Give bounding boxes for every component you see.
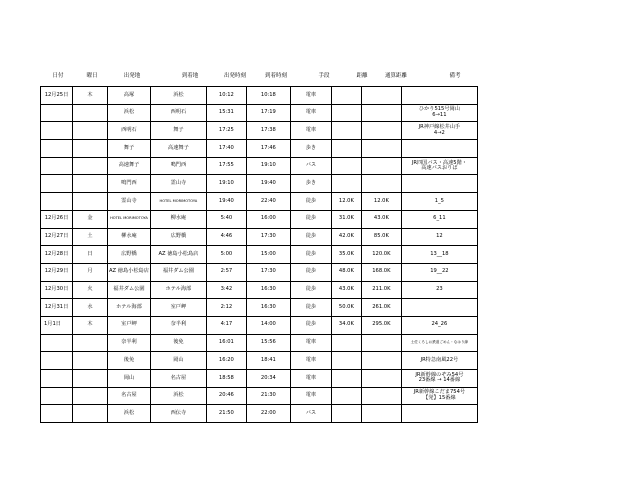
arrival-place-cell[interactable]: AZ 徳島小松島店 <box>150 246 206 264</box>
departure-place-cell[interactable]: 後免 <box>108 352 151 370</box>
distance-cell[interactable] <box>331 140 361 158</box>
departure-place-cell[interactable]: 浜松 <box>108 104 151 122</box>
transport-cell[interactable]: 電車 <box>290 87 331 105</box>
cumulative-distance-cell[interactable]: 168.0K <box>361 263 401 281</box>
departure-place-cell[interactable]: 岡山 <box>108 370 151 388</box>
date-cell[interactable]: 12月30日 <box>41 281 73 299</box>
distance-cell[interactable]: 12.0K <box>331 193 361 211</box>
departure-time-cell[interactable]: 19:10 <box>206 175 246 193</box>
departure-time-cell[interactable]: 17:40 <box>206 140 246 158</box>
departure-time-cell[interactable]: 5:40 <box>206 210 246 228</box>
table-row <box>41 334 478 352</box>
departure-time-cell[interactable]: 2:57 <box>206 263 246 281</box>
note-cell[interactable]: 1_5 <box>401 193 477 211</box>
table-row <box>41 140 478 158</box>
table-row <box>41 316 478 334</box>
departure-place-cell[interactable]: 福井ダム公園 <box>108 281 151 299</box>
arrival-place-cell[interactable]: ホテル海部 <box>150 281 206 299</box>
weekday-cell[interactable] <box>73 334 108 352</box>
arrival-time-cell[interactable]: 17:19 <box>246 104 290 122</box>
arrival-place-cell[interactable]: 浜松 <box>150 87 206 105</box>
arrival-place-cell[interactable]: HOTEL MORIMOTOYA <box>150 193 206 211</box>
departure-time-cell[interactable]: 4:46 <box>206 228 246 246</box>
arrival-place-cell[interactable]: 西伝寺 <box>150 405 206 423</box>
table-row <box>41 157 478 175</box>
column-header: 距離 <box>356 73 368 79</box>
arrival-place-cell[interactable]: 名古屋 <box>150 370 206 388</box>
departure-time-cell[interactable]: 18:58 <box>206 370 246 388</box>
note-cell[interactable] <box>401 299 477 317</box>
date-cell[interactable] <box>41 352 73 370</box>
distance-cell[interactable]: 35.0K <box>331 246 361 264</box>
transport-cell[interactable]: 電車 <box>290 370 331 388</box>
departure-time-cell[interactable]: 16:20 <box>206 352 246 370</box>
departure-time-cell[interactable]: 19:40 <box>206 193 246 211</box>
note-cell[interactable]: 12 <box>401 228 477 246</box>
arrival-place-cell[interactable]: 鳴門西 <box>150 157 206 175</box>
table-row <box>41 387 478 405</box>
column-header: 出発時刻 <box>223 73 246 79</box>
transport-cell[interactable]: 電車 <box>290 352 331 370</box>
distance-cell[interactable] <box>331 334 361 352</box>
arrival-place-cell[interactable]: 奈半利 <box>150 316 206 334</box>
weekday-cell[interactable] <box>73 193 108 211</box>
arrival-time-cell[interactable]: 10:18 <box>246 87 290 105</box>
cumulative-distance-cell[interactable]: 85.0K <box>361 228 401 246</box>
arrival-time-cell[interactable]: 22:40 <box>246 193 290 211</box>
weekday-cell[interactable] <box>73 104 108 122</box>
cumulative-distance-cell[interactable] <box>361 370 401 388</box>
date-cell[interactable] <box>41 122 73 140</box>
date-cell[interactable] <box>41 175 73 193</box>
transport-cell[interactable]: 歩き <box>290 175 331 193</box>
arrival-place-cell[interactable]: 後免 <box>150 334 206 352</box>
arrival-time-cell[interactable]: 19:40 <box>246 175 290 193</box>
transport-cell[interactable]: 電車 <box>290 122 331 140</box>
transport-cell[interactable]: 徒歩 <box>290 316 331 334</box>
transport-cell[interactable]: 電車 <box>290 334 331 352</box>
departure-place-cell[interactable]: 名古屋 <box>108 387 151 405</box>
cumulative-distance-cell[interactable] <box>361 140 401 158</box>
departure-time-cell[interactable]: 10:12 <box>206 87 246 105</box>
cumulative-distance-cell[interactable]: 295.0K <box>361 316 401 334</box>
arrival-time-cell[interactable]: 17:46 <box>246 140 290 158</box>
transport-cell[interactable]: 徒歩 <box>290 299 331 317</box>
departure-place-cell[interactable]: 鳴門西 <box>108 175 151 193</box>
departure-time-cell[interactable]: 16:01 <box>206 334 246 352</box>
departure-time-cell[interactable]: 17:55 <box>206 157 246 175</box>
date-cell[interactable] <box>41 405 73 423</box>
cumulative-distance-cell[interactable]: 43.0K <box>361 210 401 228</box>
note-cell[interactable] <box>401 175 477 193</box>
departure-time-cell[interactable]: 3:42 <box>206 281 246 299</box>
weekday-cell[interactable]: 木 <box>73 87 108 105</box>
date-cell[interactable]: 12月28日 <box>41 246 73 264</box>
arrival-place-cell[interactable]: 舞子 <box>150 122 206 140</box>
transport-cell[interactable]: 電車 <box>290 104 331 122</box>
note-cell[interactable]: JR新幹線こだま754号 【発】15番線 <box>401 387 477 405</box>
date-cell[interactable] <box>41 104 73 122</box>
weekday-cell[interactable] <box>73 387 108 405</box>
note-cell[interactable]: 13__18 <box>401 246 477 264</box>
arrival-time-cell[interactable]: 22:00 <box>246 405 290 423</box>
departure-place-cell[interactable]: 広野橋 <box>108 246 151 264</box>
arrival-time-cell[interactable]: 19:10 <box>246 157 290 175</box>
date-cell[interactable] <box>41 334 73 352</box>
arrival-place-cell[interactable]: 西明石 <box>150 104 206 122</box>
weekday-cell[interactable]: 火 <box>73 281 108 299</box>
column-header: 出発地 <box>123 73 141 79</box>
cumulative-distance-cell[interactable] <box>361 87 401 105</box>
column-header: 通算距離 <box>384 73 407 79</box>
transport-cell[interactable]: バス <box>290 405 331 423</box>
weekday-cell[interactable] <box>73 140 108 158</box>
departure-place-cell[interactable]: 舞子 <box>108 140 151 158</box>
transport-cell[interactable]: 歩き <box>290 140 331 158</box>
transport-cell[interactable]: 徒歩 <box>290 193 331 211</box>
note-cell[interactable]: JR新幹線のぞみ54号 23番線 → 14番線 <box>401 370 477 388</box>
arrival-time-cell[interactable]: 16:30 <box>246 281 290 299</box>
cumulative-distance-cell[interactable] <box>361 334 401 352</box>
date-cell[interactable]: 12月27日 <box>41 228 73 246</box>
departure-time-cell[interactable]: 5:00 <box>206 246 246 264</box>
departure-time-cell[interactable]: 15:31 <box>206 104 246 122</box>
table-row <box>41 228 478 246</box>
transport-cell[interactable]: 電車 <box>290 387 331 405</box>
distance-cell[interactable] <box>331 405 361 423</box>
note-cell[interactable]: 23 <box>401 281 477 299</box>
date-cell[interactable] <box>41 387 73 405</box>
arrival-place-cell[interactable]: 福井ダム公園 <box>150 263 206 281</box>
departure-time-cell[interactable]: 2:12 <box>206 299 246 317</box>
table-row <box>41 122 478 140</box>
weekday-cell[interactable]: 金 <box>73 210 108 228</box>
arrival-time-cell[interactable]: 17:38 <box>246 122 290 140</box>
arrival-place-cell[interactable]: 霊山寺 <box>150 175 206 193</box>
transport-cell[interactable]: バス <box>290 157 331 175</box>
weekday-cell[interactable] <box>73 157 108 175</box>
column-header: 日付 <box>52 73 64 79</box>
date-cell[interactable]: 12月26日 <box>41 210 73 228</box>
cumulative-distance-cell[interactable]: 120.0K <box>361 246 401 264</box>
column-header: 手段 <box>318 73 330 79</box>
weekday-cell[interactable] <box>73 122 108 140</box>
departure-time-cell[interactable]: 20:46 <box>206 387 246 405</box>
departure-place-cell[interactable]: 浜松 <box>108 405 151 423</box>
departure-place-cell[interactable]: 奈半利 <box>108 334 151 352</box>
distance-cell[interactable] <box>331 352 361 370</box>
distance-cell[interactable] <box>331 175 361 193</box>
departure-place-cell[interactable]: 高塚 <box>108 87 151 105</box>
weekday-cell[interactable] <box>73 175 108 193</box>
departure-time-cell[interactable]: 4:17 <box>206 316 246 334</box>
weekday-cell[interactable]: 日 <box>73 246 108 264</box>
note-cell[interactable]: JR四国バス・高速5階・ 高速バスおりば <box>401 157 477 175</box>
date-cell[interactable] <box>41 193 73 211</box>
departure-place-cell[interactable]: 室戸岬 <box>108 316 151 334</box>
cumulative-distance-cell[interactable] <box>361 387 401 405</box>
distance-cell[interactable]: 50.0K <box>331 299 361 317</box>
arrival-place-cell[interactable]: 高速舞子 <box>150 140 206 158</box>
cumulative-distance-cell[interactable] <box>361 405 401 423</box>
table-row <box>41 263 478 281</box>
arrival-time-cell[interactable]: 15:00 <box>246 246 290 264</box>
note-cell[interactable]: 24_26 <box>401 316 477 334</box>
table-row <box>41 299 478 317</box>
cumulative-distance-cell[interactable]: 261.0K <box>361 299 401 317</box>
table-row <box>41 175 478 193</box>
cumulative-distance-cell[interactable] <box>361 122 401 140</box>
departure-place-cell[interactable]: 柳水庵 <box>108 228 151 246</box>
cumulative-distance-cell[interactable] <box>361 104 401 122</box>
date-cell[interactable]: 12月25日 <box>41 87 73 105</box>
departure-time-cell[interactable]: 17:25 <box>206 122 246 140</box>
transport-cell[interactable]: 徒歩 <box>290 281 331 299</box>
date-cell[interactable]: 12月29日 <box>41 263 73 281</box>
date-cell[interactable] <box>41 370 73 388</box>
table-row <box>41 104 478 122</box>
column-header: 備考 <box>449 73 461 79</box>
transport-cell[interactable]: 徒歩 <box>290 263 331 281</box>
table-row <box>41 210 478 228</box>
weekday-cell[interactable] <box>73 352 108 370</box>
arrival-time-cell[interactable]: 17:30 <box>246 228 290 246</box>
column-header: 到着地 <box>181 73 199 79</box>
date-cell[interactable] <box>41 140 73 158</box>
distance-cell[interactable]: 43.0K <box>331 281 361 299</box>
table-row <box>41 246 478 264</box>
table-row <box>41 370 478 388</box>
transport-cell[interactable]: 徒歩 <box>290 246 331 264</box>
weekday-cell[interactable] <box>73 405 108 423</box>
distance-cell[interactable] <box>331 104 361 122</box>
table-row <box>41 281 478 299</box>
weekday-cell[interactable]: 木 <box>73 316 108 334</box>
departure-time-cell[interactable]: 21:50 <box>206 405 246 423</box>
distance-cell[interactable] <box>331 387 361 405</box>
distance-cell[interactable] <box>331 87 361 105</box>
weekday-cell[interactable]: 月 <box>73 263 108 281</box>
departure-place-cell[interactable]: AZ 徳島小松島店 <box>108 263 151 281</box>
weekday-cell[interactable]: 水 <box>73 299 108 317</box>
transport-cell[interactable]: 徒歩 <box>290 210 331 228</box>
arrival-place-cell[interactable]: 浜松 <box>150 387 206 405</box>
weekday-cell[interactable]: 土 <box>73 228 108 246</box>
arrival-place-cell[interactable]: 広野橋 <box>150 228 206 246</box>
itinerary-table <box>40 86 478 423</box>
arrival-time-cell[interactable]: 16:30 <box>246 299 290 317</box>
arrival-time-cell[interactable]: 15:56 <box>246 334 290 352</box>
distance-cell[interactable] <box>331 157 361 175</box>
weekday-cell[interactable] <box>73 370 108 388</box>
distance-cell[interactable] <box>331 122 361 140</box>
departure-place-cell[interactable]: 高速舞子 <box>108 157 151 175</box>
cumulative-distance-cell[interactable]: 211.0K <box>361 281 401 299</box>
cumulative-distance-cell[interactable] <box>361 157 401 175</box>
departure-place-cell[interactable]: HOTEL MORIMOTOYA <box>108 210 151 228</box>
distance-cell[interactable]: 42.0K <box>331 228 361 246</box>
table-row <box>41 405 478 423</box>
arrival-time-cell[interactable]: 16:00 <box>246 210 290 228</box>
arrival-time-cell[interactable]: 21:30 <box>246 387 290 405</box>
arrival-place-cell[interactable]: 岡山 <box>150 352 206 370</box>
departure-place-cell[interactable]: 霊山寺 <box>108 193 151 211</box>
arrival-place-cell[interactable]: 柳水庵 <box>150 210 206 228</box>
arrival-time-cell[interactable]: 20:34 <box>246 370 290 388</box>
distance-cell[interactable]: 48.0K <box>331 263 361 281</box>
distance-cell[interactable]: 31.0K <box>331 210 361 228</box>
note-cell[interactable] <box>401 405 477 423</box>
table-row <box>41 193 478 211</box>
date-cell[interactable]: 1月1日 <box>41 316 73 334</box>
table-row <box>41 87 478 105</box>
note-cell[interactable]: ひかり515号岡山 6→11 <box>401 104 477 122</box>
date-cell[interactable] <box>41 157 73 175</box>
cumulative-distance-cell[interactable] <box>361 175 401 193</box>
departure-place-cell[interactable]: 西明石 <box>108 122 151 140</box>
table-row <box>41 352 478 370</box>
distance-cell[interactable]: 34.0K <box>331 316 361 334</box>
note-cell[interactable]: 6_11 <box>401 210 477 228</box>
note-cell[interactable] <box>401 140 477 158</box>
column-header: 曜日 <box>86 73 98 79</box>
note-cell[interactable]: 19__22 <box>401 263 477 281</box>
cumulative-distance-cell[interactable]: 12.0K <box>361 193 401 211</box>
note-cell[interactable]: JR特急南風22号 <box>401 352 477 370</box>
arrival-time-cell[interactable]: 17:30 <box>246 263 290 281</box>
date-cell[interactable]: 12月31日 <box>41 299 73 317</box>
arrival-time-cell[interactable]: 14:00 <box>246 316 290 334</box>
note-cell[interactable]: 土佐くろしお鉄道ごめん・なはり線 <box>401 334 477 352</box>
arrival-place-cell[interactable]: 室戸岬 <box>150 299 206 317</box>
transport-cell[interactable]: 徒歩 <box>290 228 331 246</box>
departure-place-cell[interactable]: ホテル海部 <box>108 299 151 317</box>
arrival-time-cell[interactable]: 18:41 <box>246 352 290 370</box>
distance-cell[interactable] <box>331 370 361 388</box>
column-header: 到着時刻 <box>264 73 287 79</box>
note-cell[interactable] <box>401 87 477 105</box>
note-cell[interactable]: JR神戸線松井山手 4→2 <box>401 122 477 140</box>
cumulative-distance-cell[interactable] <box>361 352 401 370</box>
